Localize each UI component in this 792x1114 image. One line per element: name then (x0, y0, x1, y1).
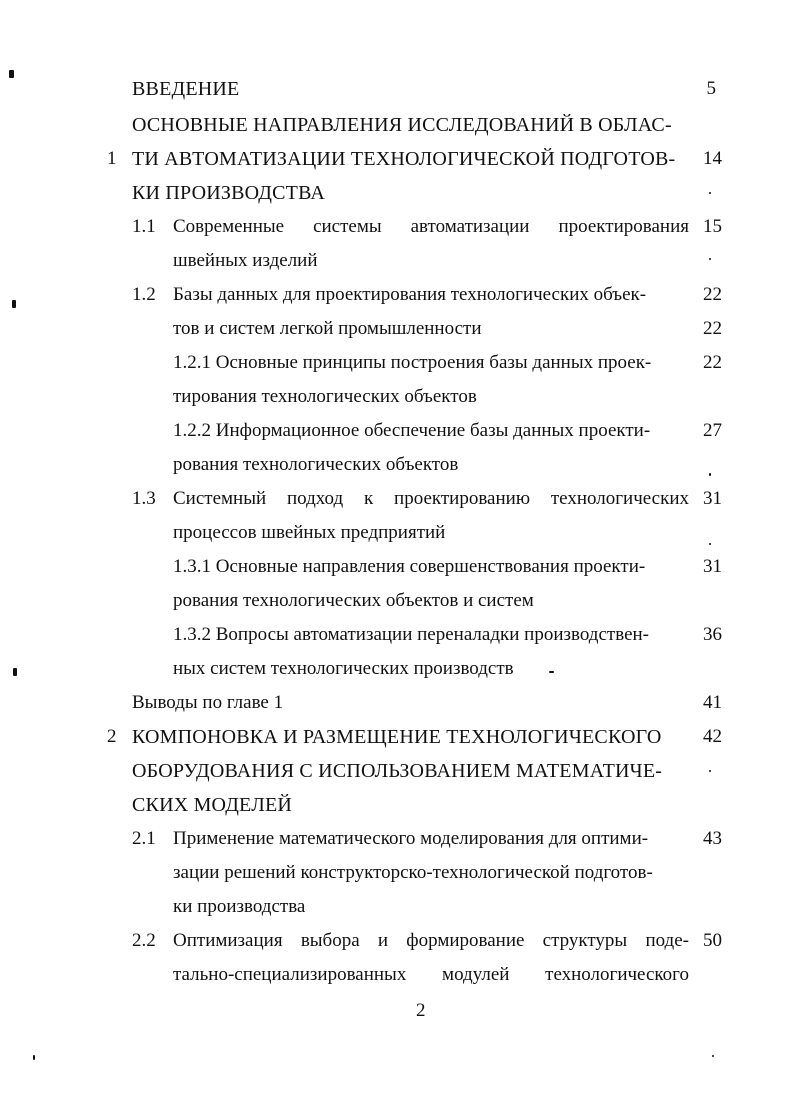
toc-ch2-number: 2 (107, 726, 117, 747)
toc-s1-2-number: 1.2 (132, 284, 156, 305)
word: выбора (300, 930, 360, 951)
scan-speck (12, 300, 16, 308)
word: Системный (173, 488, 267, 509)
toc-s1-2-2-line1: 1.2.2 Информационное обеспечение базы данных проекти- (173, 420, 651, 441)
scan-speck (549, 671, 554, 673)
toc-s1-2-2-page: 27 (703, 420, 722, 441)
toc-s1-3-line2: процессов швейных предприятий (173, 522, 446, 543)
toc-s2-1-line3: ки производства (173, 896, 306, 917)
toc-s2-2-page: 50 (703, 930, 722, 951)
word: и (377, 930, 389, 951)
toc-s2-2-line1 (173, 930, 689, 952)
toc-ch2-title-line2: ОБОРУДОВАНИЯ С ИСПОЛЬЗОВАНИЕМ МАТЕМАТИЧЕ- (132, 760, 663, 782)
toc-conclusions-1-page: 41 (703, 692, 722, 713)
word: подход (286, 488, 344, 509)
toc-s1-2-1-page: 22 (703, 352, 722, 373)
word: Современные (173, 216, 285, 237)
toc-s1-1-line2: швейных изделий (173, 250, 318, 271)
toc-s2-1-page: 43 (703, 828, 722, 849)
toc-s1-1-number: 1.1 (132, 216, 156, 237)
scan-speck (709, 543, 711, 545)
toc-intro-page: 5 (706, 78, 716, 99)
toc-ch1-number: 1 (107, 148, 117, 169)
toc-s1-2-2-line2: рования технологических объектов (173, 454, 459, 475)
toc-s1-1-line1 (173, 216, 689, 238)
toc-ch2-title-line1: КОМПОНОВКА И РАЗМЕЩЕНИЕ ТЕХНОЛОГИЧЕСКОГО (132, 726, 662, 748)
toc-s1-1-page: 15 (703, 216, 722, 237)
word: к (363, 488, 374, 509)
toc-s1-3-1-line1: 1.3.1 Основные направления совершенствования проекти- (173, 556, 646, 577)
toc-ch2-page: 42 (703, 726, 722, 747)
word: модулей (442, 964, 510, 985)
scan-speck (9, 70, 14, 78)
toc-ch1-title-line2: ТИ АВТОМАТИЗАЦИИ ТЕХНОЛОГИЧЕСКОЙ ПОДГОТОВ- (132, 148, 676, 170)
toc-s1-2-page-repeat: 22 (703, 318, 722, 339)
scan-speck (709, 258, 711, 260)
toc-s1-3-number: 1.3 (132, 488, 156, 509)
word: проектированию (394, 488, 531, 509)
toc-s2-2-line2 (173, 964, 689, 986)
word: технологического (545, 964, 689, 985)
word: системы (313, 216, 382, 237)
scan-speck (709, 770, 711, 772)
toc-s1-2-1-line2: тирования технологических объектов (173, 386, 477, 407)
toc-s2-1-line1: Применение математического моделирования для оптими- (173, 828, 649, 849)
toc-s2-1-line2: зации решений конструкторско-технологической подготов- (173, 862, 653, 883)
scan-speck (712, 1055, 714, 1057)
scan-speck (709, 192, 711, 194)
toc-ch1-page: 14 (703, 148, 722, 169)
toc-s2-2-number: 2.2 (132, 930, 156, 951)
toc-ch1-title-line3: КИ ПРОИЗВОДСТВА (132, 182, 326, 204)
toc-s1-2-page: 22 (703, 284, 722, 305)
word: проектирования (558, 216, 689, 237)
page-number: 2 (416, 1000, 426, 1021)
toc-s1-3-1-page: 31 (703, 556, 722, 577)
word: автоматизации (410, 216, 530, 237)
word: тально-специализированных (173, 964, 407, 985)
toc-intro-title: ВВЕДЕНИЕ (132, 78, 240, 100)
word: Оптимизация (173, 930, 283, 951)
toc-ch2-title-line3: СКИХ МОДЕЛЕЙ (132, 794, 293, 816)
scan-speck (13, 668, 17, 676)
word: формирование (406, 930, 525, 951)
scan-speck (709, 473, 711, 476)
toc-s1-2-1-line1: 1.2.1 Основные принципы построения базы данных проек- (173, 352, 652, 373)
toc-s2-1-number: 2.1 (132, 828, 156, 849)
toc-s1-3-line1 (173, 488, 689, 510)
word: поде- (645, 930, 689, 951)
toc-ch1-title-line1: ОСНОВНЫЕ НАПРАВЛЕНИЯ ИССЛЕДОВАНИЙ В ОБЛАС- (132, 114, 672, 136)
toc-s1-3-page: 31 (703, 488, 722, 509)
scan-speck (33, 1055, 35, 1060)
toc-conclusions-1: Выводы по главе 1 (132, 692, 284, 713)
toc-s1-2-line1: Базы данных для проектирования технологических объек- (173, 284, 647, 305)
toc-s1-3-2-page: 36 (703, 624, 722, 645)
toc-s1-3-1-line2: рования технологических объектов и систем (173, 590, 534, 611)
word: структуры (542, 930, 628, 951)
toc-s1-2-line2: тов и систем легкой промышленности (173, 318, 482, 339)
toc-s1-3-2-line2: ных систем технологических производств (173, 658, 514, 679)
word: технологических (550, 488, 689, 509)
toc-s1-3-2-line1: 1.3.2 Вопросы автоматизации переналадки производствен- (173, 624, 649, 645)
